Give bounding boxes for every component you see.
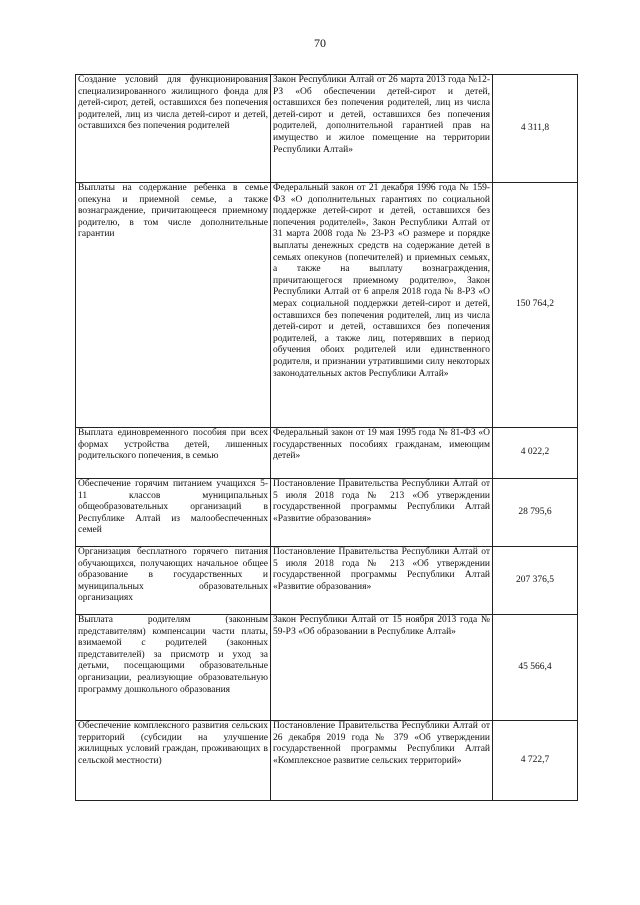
- table-row: [76, 479, 578, 547]
- measure-cell: Выплаты на содержание ребенка в семье опекуна и приемной семье, а также вознаграждение, причитающееся приемному родителю, в том числе дополнительные гарантии: [76, 183, 271, 428]
- measure-cell: Выплата единовременного пособия при всех формах устройства детей, лишенных родительского попечения, в семью: [76, 428, 271, 479]
- legal-basis-cell: Федеральный закон от 21 декабря 1996 года № 159-ФЗ «О дополнительных гарантиях по социальной поддержке детей-сирот и детей, оставшихся без попечения родителей», Закон Республики Алтай от 31 марта 2008 года № 23-РЗ «О размере и порядке выплаты денежных средств на содержание детей в семьях опекунов (попечителей) и приемных семьях, а также на выплату вознаграждения, причитающегося приемному родителю», Закон Республики Алтай от 6 апреля 2018 года № 8-РЗ «О мерах социальной поддержки детей-сирот и детей, оставшихся без попечения родителей, лиц из числа детей-сирот и детей, оставшихся без попечения родителей, а также лиц, потерявших в период обучения обоих родителей или единственного родителя, и признании утратившими силу некоторых законодательных актов Республики Алтай»: [271, 183, 493, 428]
- table-row: [76, 428, 578, 479]
- measure-cell: Организация бесплатного горячего питания обучающихся, получающих начальное общее образование в государственных и муниципальных образовательных организациях: [76, 547, 271, 615]
- legal-basis-cell: Федеральный закон от 19 мая 1995 года № 81-ФЗ «О государственных пособиях гражданам, имеющим детей»: [271, 428, 493, 479]
- table-row: [76, 75, 578, 183]
- amount-cell: 4 311,8: [493, 75, 578, 183]
- amount-cell: 150 764,2: [493, 183, 578, 428]
- legal-basis-cell: Постановление Правительства Республики Алтай от 5 июля 2018 года № 213 «Об утверждении государственной программы Республики Алтай «Развитие образования»: [271, 547, 493, 615]
- table-row: [76, 615, 578, 721]
- measure-cell: Создание условий для функционирования специализированного жилищного фонда для детей-сирот, детей, оставшихся без попечения родителей, лиц из числа детей-сирот и детей, оставшихся без попечения родителей: [76, 75, 271, 183]
- legal-basis-cell: Постановление Правительства Республики Алтай от 26 декабря 2019 года № 379 «Об утверждении государственной программы Республики Алтай «Комплексное развитие сельских территорий»: [271, 721, 493, 801]
- measure-cell: Обеспечение комплексного развития сельских территорий (субсидии на улучшение жилищных условий граждан, проживающих в сельской местности): [76, 721, 271, 801]
- page-number: 70: [314, 36, 326, 50]
- amount-cell: 45 566,4: [493, 615, 578, 721]
- table-row: [76, 183, 578, 428]
- measure-cell: Выплата родителям (законным представителям) компенсации части платы, взимаемой с родителей (законных представителей) за присмотр и уход за детьми, посещающими образовательные организации, реализующие образовательную программу дошкольного образования: [76, 615, 271, 721]
- legal-basis-cell: Закон Республики Алтай от 26 марта 2013 года №12-РЗ «Об обеспечении детей-сирот и детей, оставшихся без попечения родителей, лиц из числа детей-сирот и детей, оставшихся без попечения родителей, дополнительной гарантией прав на имущество и жилое помещение на территории Республики Алтай»: [271, 75, 493, 183]
- table-row: [76, 547, 578, 615]
- legal-basis-cell: Постановление Правительства Республики Алтай от 5 июля 2018 года № 213 «Об утверждении государственной программы Республики Алтай «Развитие образования»: [271, 479, 493, 547]
- amount-cell: 207 376,5: [493, 547, 578, 615]
- table-row: [76, 721, 578, 801]
- legal-basis-cell: Закон Республики Алтай от 15 ноября 2013 года № 59-РЗ «Об образовании в Республике Алтай»: [271, 615, 493, 721]
- amount-cell: 4 022,2: [493, 428, 578, 479]
- amount-cell: 4 722,7: [493, 721, 578, 801]
- amount-cell: 28 795,6: [493, 479, 578, 547]
- social-support-table: [75, 74, 578, 801]
- measure-cell: Обеспечение горячим питанием учащихся 5-11 классов муниципальных общеобразовательных организаций в Республике Алтай из малообеспеченных семей: [76, 479, 271, 547]
